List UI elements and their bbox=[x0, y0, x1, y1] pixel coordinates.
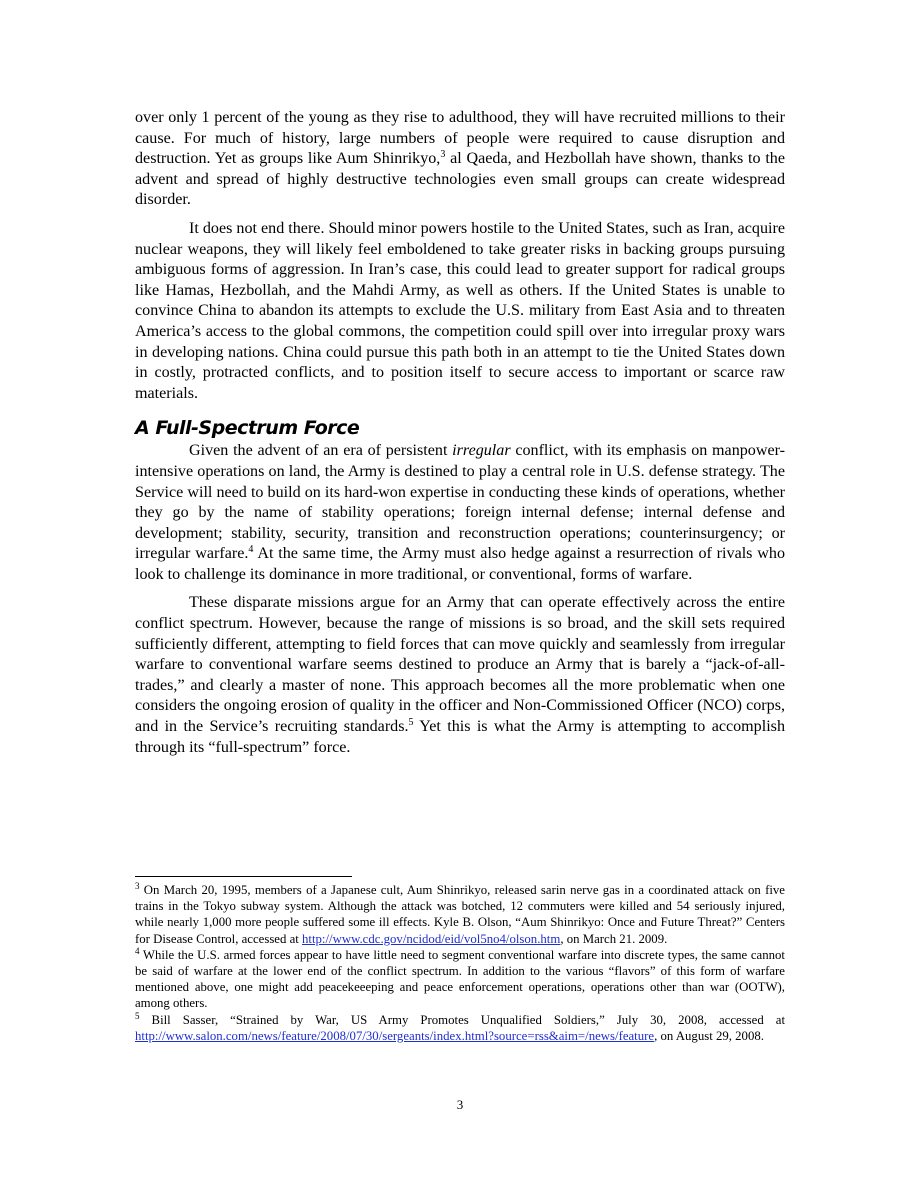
footnote-5: $^5$ Bill Sasser, “Strained by War, US Army Promotes Unqualified Soldiers,” July 30, 2008, accessed at http://www.salon.com/news/feature/2008/07/30/sergeants/index.html?source=rss&aim=/news/feature, on August 29, 2008. bbox=[135, 1010, 785, 1043]
footnotes bbox=[135, 882, 785, 1044]
footnote-ref-4[interactable]: 4 bbox=[248, 544, 254, 556]
footnote-5-link[interactable]: http://www.salon.com/news/feature/2008/07/30/sergeants/index.html?source=rss&aim=/news/feature bbox=[135, 1028, 655, 1043]
section-heading: A Full-Spectrum Force bbox=[135, 417, 360, 440]
footnote-ref-5[interactable]: 5 bbox=[408, 717, 414, 729]
footnote-3: $^3$ On March 20, 1995, members of a Japanese cult, Aum Shinrikyo, released sarin nerve gas in a coordinated attack on five trains in the Tokyo subway system. Although the attack was botched, 12 commuters were killed and 54 seriously injured, while nearly 1,000 more people suffered some ill effects. Kyle B. Olson, “Aum Shinrikyo: Once and Future Threat?” Centers for Disease Control, accessed at http://www.cdc.gov/ncidod/eid/vol5no4/olson.htm, on March 21. 2009. bbox=[135, 881, 785, 946]
paragraph-2: It does not end there. Should minor powers hostile to the United States, such as Iran, acquire nuclear weapons, they will likely feel emboldened to take greater risks in backing groups pursuing ambiguous forms of aggression. In Iran’s case, this could lead to greater support for radical groups like Hamas, Hezbollah, and the Mahdi Army, as well as others. If the United States is unable to convince China to abandon its attempts to exclude the U.S. military from East Asia and to threaten America’s access to the global commons, the competition could spill over into irregular proxy wars in developing nations. China could pursue this path both in an attempt to tie the United States down in costly, protracted conflicts, and to position itself to secure access to important or scarce raw materials. bbox=[135, 219, 785, 402]
body-text bbox=[135, 108, 785, 766]
footnote-ref-3[interactable]: 3 bbox=[440, 149, 446, 161]
paragraph-4: These disparate missions argue for an Army that can operate effectively across the entire conflict spectrum. However, because the range of missions is so broad, and the skill sets required sufficiently different, attempting to field forces that can move quickly and seamlessly from irregular warfare to conventional warfare seems destined to produce an Army that is barely a “jack-of-all-trades,” and clearly a master of none. This approach becomes all the more problematic when one considers the ongoing erosion of quality in the officer and Non-Commissioned Officer (NCO) corps, and in the Service’s recruiting standards.$^5$ Yet this is what the Army is attempting to accomplish through its “full-spectrum” force. bbox=[135, 594, 785, 756]
page-number: 3 bbox=[456, 1097, 464, 1112]
emphasis-irregular: irregular bbox=[452, 442, 511, 460]
footnote-separator bbox=[135, 876, 352, 877]
paragraph-3: Given the advent of an era of persistent irregular conflict, with its emphasis on manpower-intensive operations on land, the Army is destined to play a central role in U.S. defense strategy. The Service will need to build on its hard-won expertise in conducting these kinds of operations, whether they go by the name of stability operations; foreign internal defense; internal defense and development; stability, security, transition and reconstruction operations; counterinsurgency; or irregular warfare.$^4$ At the same time, the Army must also hedge against a resurrection of rivals who look to challenge its dominance in more traditional, or conventional, forms of warfare. bbox=[135, 442, 786, 583]
paragraph-1: over only 1 percent of the young as they rise to adulthood, they will have recruited millions to their cause. For much of history, large numbers of people were required to cause disruption and destruction. Yet as groups like Aum Shinrikyo,$^3$ al Qaeda, and Hezbollah have shown, thanks to the advent and spread of highly destructive technologies even small groups can create widespread disorder. bbox=[135, 109, 785, 209]
footnote-4: $^4$ While the U.S. armed forces appear to have little need to segment conventional warfare into discrete types, the same cannot be said of warfare at the lower end of the conflict spectrum. In addition to the various “flavors” of this form of warfare mentioned above, one might add peacekeeeping and peace enforcement operations, operations other than war (OOTW), among others. bbox=[135, 945, 785, 1011]
footnote-3-link[interactable]: http://www.cdc.gov/ncidod/eid/vol5no4/olson.htm bbox=[302, 931, 561, 946]
